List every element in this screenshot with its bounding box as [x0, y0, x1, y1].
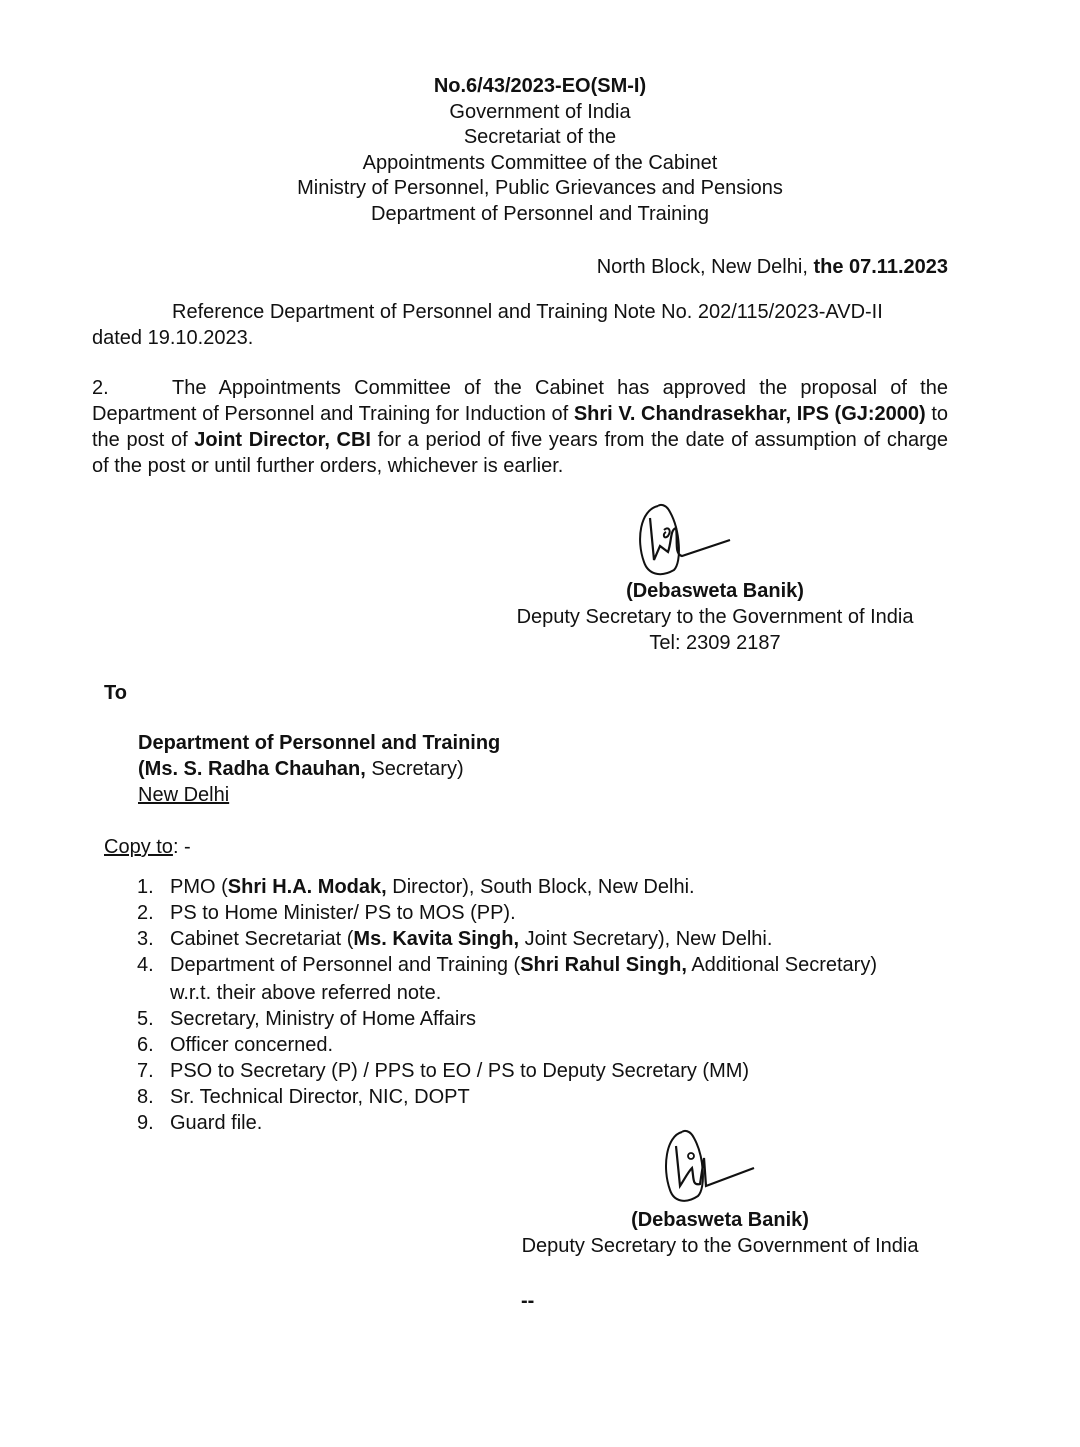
copy-to-item-name: Shri Rahul Singh, [520, 954, 687, 976]
copy-to-item-number: 7. [137, 1060, 154, 1082]
signatory-name-1: (Debasweta Banik) [626, 580, 804, 602]
signatory-designation-1: Deputy Secretary to the Government of India [516, 606, 914, 628]
header-line-government: Government of India [449, 100, 631, 123]
addressee-city: New Delhi [138, 784, 230, 806]
signatory-name-2: (Debasweta Banik) [631, 1209, 809, 1231]
copy-to-item [137, 874, 695, 900]
place: North Block, New Delhi, [596, 256, 808, 278]
copy-to-item [137, 952, 877, 978]
approval-text-3: for a period of five years from the date of assumption of charge of the post or until further orders, whichever is earlier. [92, 429, 948, 477]
copy-to-suffix: : - [172, 836, 191, 858]
copy-to-item-name: Shri H.A. Modak, [227, 876, 387, 898]
copy-to-item-text: Sr. Technical Director, NIC, DOPT [170, 1086, 470, 1108]
copy-to-heading [104, 834, 191, 860]
approval-text-2: to the post of [92, 403, 948, 451]
copy-to-label: Copy to [104, 836, 173, 858]
addressee-block [138, 730, 500, 808]
signature-image-1 [630, 500, 740, 580]
copy-to-item-number: 9. [137, 1112, 154, 1134]
copy-to-item-text: Secretary, Ministry of Home Affairs [170, 1008, 477, 1030]
copy-to-item-text: Guard file. [170, 1112, 263, 1134]
signatory-block-2 [503, 1207, 937, 1259]
header-line-ministry: Ministry of Personnel, Public Grievances and Pensions [297, 177, 783, 199]
letter-header [0, 74, 1080, 227]
copy-to-item-text: w.r.t. their above referred note. [170, 982, 442, 1004]
copy-to-item [137, 926, 772, 952]
copy-to-item-text: Officer concerned. [170, 1034, 334, 1056]
header-line-department: Department of Personnel and Training [371, 202, 709, 225]
copy-to-item [137, 1006, 476, 1032]
post-name: Joint Director, CBI [194, 429, 371, 451]
copy-to-item [137, 980, 441, 1006]
copy-to-item-number: 6. [137, 1034, 154, 1056]
addressee-person: (Ms. S. Radha Chauhan, [138, 758, 366, 780]
copy-to-item-name: Ms. Kavita Singh, [353, 928, 520, 950]
addressee-department: Department of Personnel and Training [138, 732, 501, 754]
copy-to-item-number: 2. [137, 902, 154, 924]
copy-to-item-text: PMO ( [170, 876, 228, 898]
copy-to-item-text: PSO to Secretary (P) / PPS to EO / PS to Deputy Secretary (MM) [170, 1060, 750, 1082]
file-number: No.6/43/2023-EO(SM-I) [433, 75, 647, 97]
end-mark: -- [521, 1290, 535, 1312]
copy-to-item [137, 1058, 749, 1084]
paragraph-number: 2. [92, 377, 109, 399]
copy-to-item-number: 8. [137, 1086, 154, 1108]
copy-to-item-text: Director), South Block, New Delhi. [386, 876, 695, 898]
copy-to-item-number: 4. [137, 954, 154, 976]
reference-line-2: dated 19.10.2023. [92, 327, 254, 349]
copy-to-item-text: Joint Secretary), New Delhi. [519, 928, 773, 950]
addressee-role: Secretary) [365, 758, 464, 780]
signatory-telephone: Tel: 2309 2187 [649, 632, 781, 654]
copy-to-item-number: 1. [137, 876, 154, 898]
copy-to-item-text: Department of Personnel and Training ( [170, 954, 521, 976]
letter-date: the 07.11.2023 [813, 256, 948, 278]
copy-to-item-number: 5. [137, 1008, 154, 1030]
place-date [597, 254, 948, 280]
copy-to-item [137, 900, 516, 926]
approval-text-1: The Appointments Committee of the Cabinet has approved the proposal of the Department of Personnel and Training for Induction of [92, 377, 948, 425]
copy-to-item-text: PS to Home Minister/ PS to MOS (PP). [170, 902, 516, 924]
officer-name: Shri V. Chandrasekhar, IPS (GJ:2000) [573, 403, 926, 425]
copy-to-item [137, 1032, 333, 1058]
signatory-designation-2: Deputy Secretary to the Government of India [521, 1235, 919, 1257]
copy-to-item-text: Additional Secretary) [686, 954, 877, 976]
copy-to-item-text: Cabinet Secretariat ( [170, 928, 354, 950]
reference-line-1: Reference Department of Personnel and Training Note No. 202/115/2023-AVD-II [172, 301, 883, 323]
approval-paragraph [92, 375, 948, 479]
signatory-block-1 [500, 578, 930, 656]
to-label: To [104, 682, 127, 704]
copy-to-item [137, 1084, 470, 1110]
signature-image-2 [658, 1128, 768, 1208]
copy-to-item-number: 3. [137, 928, 154, 950]
copy-to-item [137, 1110, 262, 1136]
header-line-acc: Appointments Committee of the Cabinet [362, 151, 718, 174]
header-line-secretariat: Secretariat of the [463, 126, 617, 148]
reference-paragraph [92, 299, 950, 351]
